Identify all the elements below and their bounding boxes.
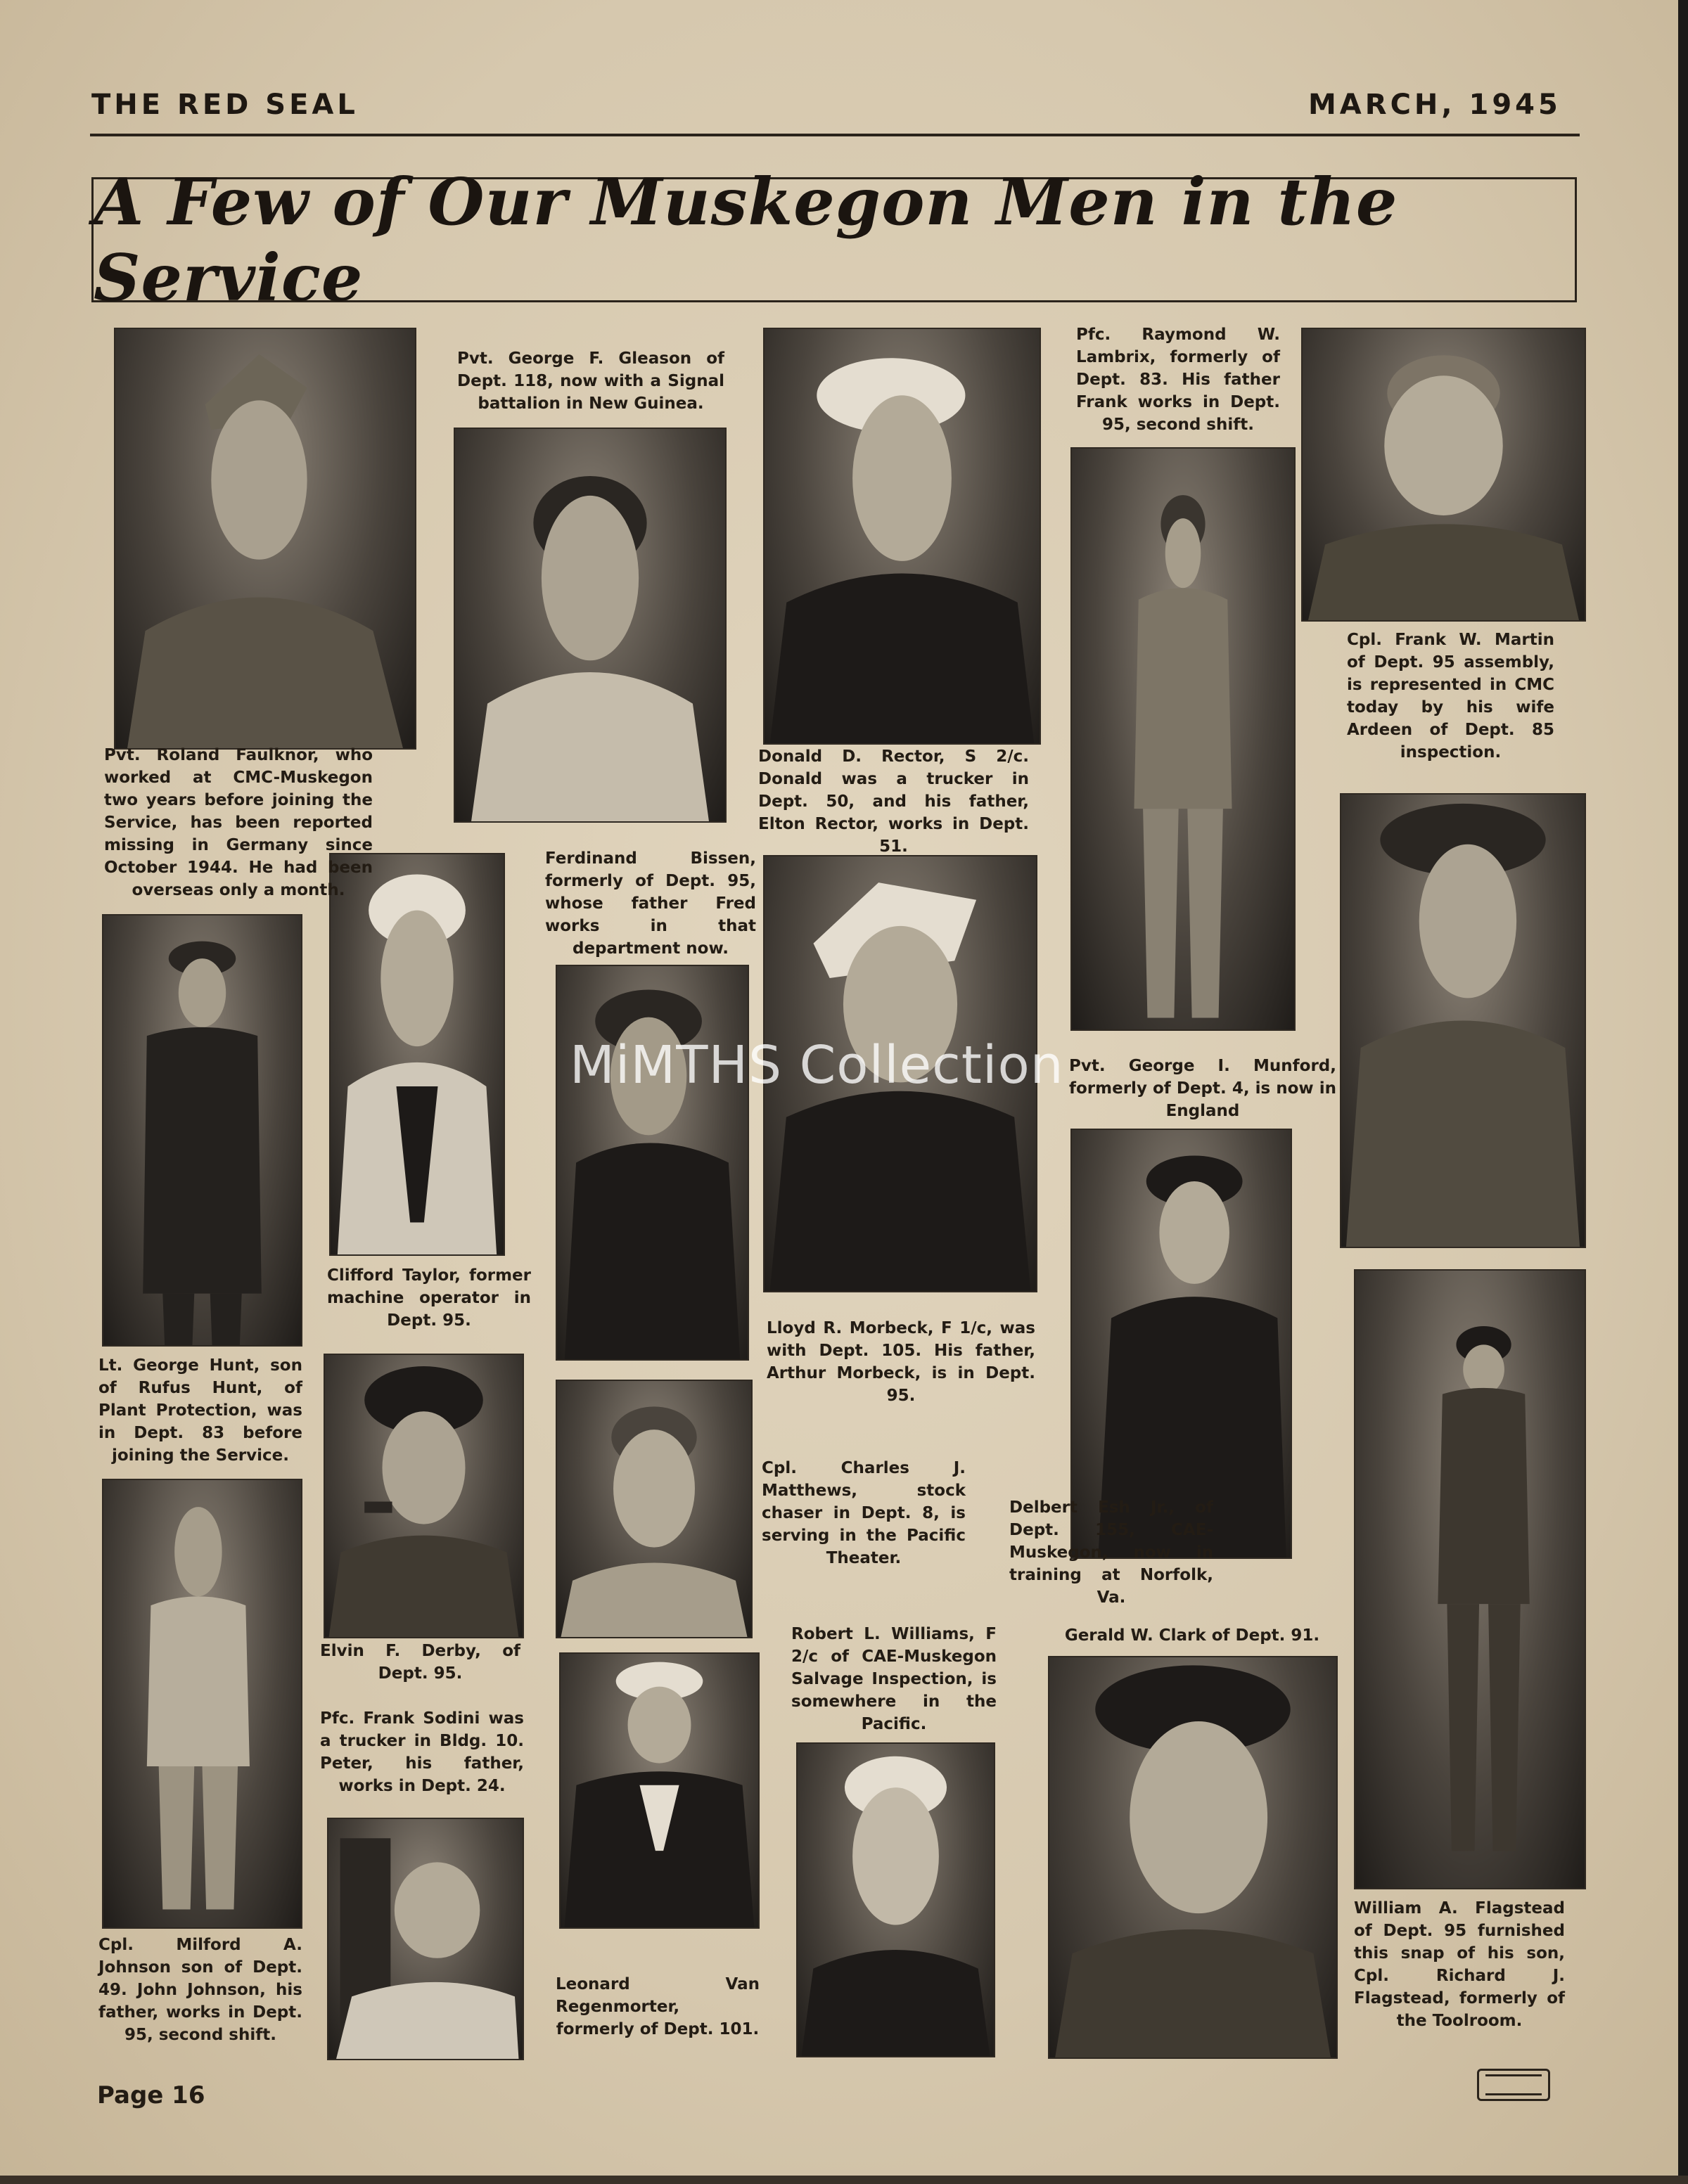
photo-gerald-clark bbox=[1048, 1656, 1338, 2059]
caption-donald-rector: Donald D. Rector, S 2/c. Donald was a trucker in Dept. 50, and his father, Elton Rector, works in Dept. 51. bbox=[758, 747, 1029, 856]
photo-milford-johnson bbox=[102, 1479, 302, 1929]
caption-clifford-taylor: Clifford Taylor, former machine operator in Dept. 95. bbox=[327, 1266, 531, 1330]
photo-donald-rector bbox=[763, 328, 1041, 745]
union-label-logo bbox=[1477, 2069, 1550, 2101]
photo-robert-williams bbox=[796, 1742, 995, 2057]
scan-edge-bottom bbox=[0, 2176, 1688, 2184]
caption-george-gleason: Pvt. George F. Gleason of Dept. 118, now with a Signal battalion in New Guinea. bbox=[457, 349, 724, 413]
caption-elvin-derby: Elvin F. Derby, of Dept. 95. bbox=[320, 1642, 520, 1683]
caption-raymond-lambrix: Pfc. Raymond W. Lambrix, formerly of Dept. 83. His father Frank works in Dept. 95, second shift. bbox=[1076, 326, 1280, 434]
caption-george-munford: Pvt. George I. Munford, formerly of Dept. 4, is now in England bbox=[1069, 1057, 1336, 1120]
photo-frank-martin bbox=[1301, 328, 1586, 622]
caption-lloyd-morbeck: Lloyd R. Morbeck, F 1/c, was with Dept. 105. His father, Arthur Morbeck, is in Dept. 95. bbox=[767, 1319, 1035, 1405]
photo-george-munford bbox=[1340, 793, 1586, 1248]
page-number: Page 16 bbox=[97, 2081, 205, 2109]
photo-richard-flagstead bbox=[1354, 1269, 1586, 1889]
photo-ferdinand-bissen bbox=[556, 965, 749, 1361]
photo-george-gleason bbox=[454, 428, 727, 823]
photo-raymond-lambrix bbox=[1070, 447, 1296, 1031]
photo-delbert-esh bbox=[1070, 1129, 1292, 1559]
caption-robert-williams: Robert L. Williams, F 2/c of CAE-Muskegon Salvage Inspection, is somewhere in the Pacific. bbox=[791, 1625, 997, 1733]
collection-watermark: MiMTHS Collection bbox=[570, 1035, 1064, 1096]
scan-edge-right bbox=[1678, 0, 1688, 2184]
caption-richard-flagstead: William A. Flagstead of Dept. 95 furnished this snap of his son, Cpl. Richard J. Flagstead, formerly of the Toolroom. bbox=[1354, 1899, 1565, 2030]
caption-ferdinand-bissen: Ferdinand Bissen, formerly of Dept. 95, whose father Fred works in that department now. bbox=[545, 849, 756, 958]
photo-clifford-taylor bbox=[329, 853, 505, 1256]
caption-roland-faulknor: Pvt. Roland Faulknor, who worked at CMC-Muskegon two years before joining the Service, has been reported missing in Germany since October 1944. He had been overseas only a month. bbox=[104, 746, 373, 899]
photo-leonard-van-regenmorter bbox=[559, 1652, 760, 1929]
photo-charles-matthews bbox=[556, 1380, 753, 1638]
caption-frank-martin: Cpl. Frank W. Martin of Dept. 95 assembly, is represented in CMC today by his wife Ardeen of Dept. 85 inspection. bbox=[1347, 631, 1554, 762]
caption-delbert-esh: Delbert Esh Jr., of Dept. 155, CAE-Muskegon, now in training at Norfolk, Va. bbox=[1009, 1498, 1213, 1607]
photo-elvin-derby bbox=[324, 1354, 524, 1638]
caption-leonard-van-regenmorter: Leonard Van Regenmorter, formerly of Dept. 101. bbox=[556, 1975, 760, 2038]
headline-box bbox=[91, 164, 1577, 316]
masthead-rule bbox=[90, 134, 1580, 136]
caption-george-hunt: Lt. George Hunt, son of Rufus Hunt, of Plant Protection, was in Dept. 83 before joining the Service. bbox=[98, 1356, 302, 1465]
photo-roland-faulknor bbox=[114, 328, 416, 750]
photo-george-hunt bbox=[102, 914, 302, 1347]
caption-milford-johnson: Cpl. Milford A. Johnson son of Dept. 49. John Johnson, his father, works in Dept. 95, second shift. bbox=[98, 1936, 302, 2044]
caption-frank-sodini: Pfc. Frank Sodini was a trucker in Bldg. 10. Peter, his father, works in Dept. 24. bbox=[320, 1709, 524, 1795]
caption-gerald-clark: Gerald W. Clark of Dept. 91. bbox=[1064, 1626, 1320, 1645]
page-title: A Few of Our Muskegon Men in the Service bbox=[94, 164, 1398, 316]
photo-frank-sodini bbox=[327, 1818, 524, 2060]
issue-date: MARCH, 1945 bbox=[1308, 89, 1561, 121]
caption-charles-matthews: Cpl. Charles J. Matthews, stock chaser in Dept. 8, is serving in the Pacific Theater. bbox=[762, 1459, 966, 1567]
publication-name: THE RED SEAL bbox=[91, 89, 359, 121]
